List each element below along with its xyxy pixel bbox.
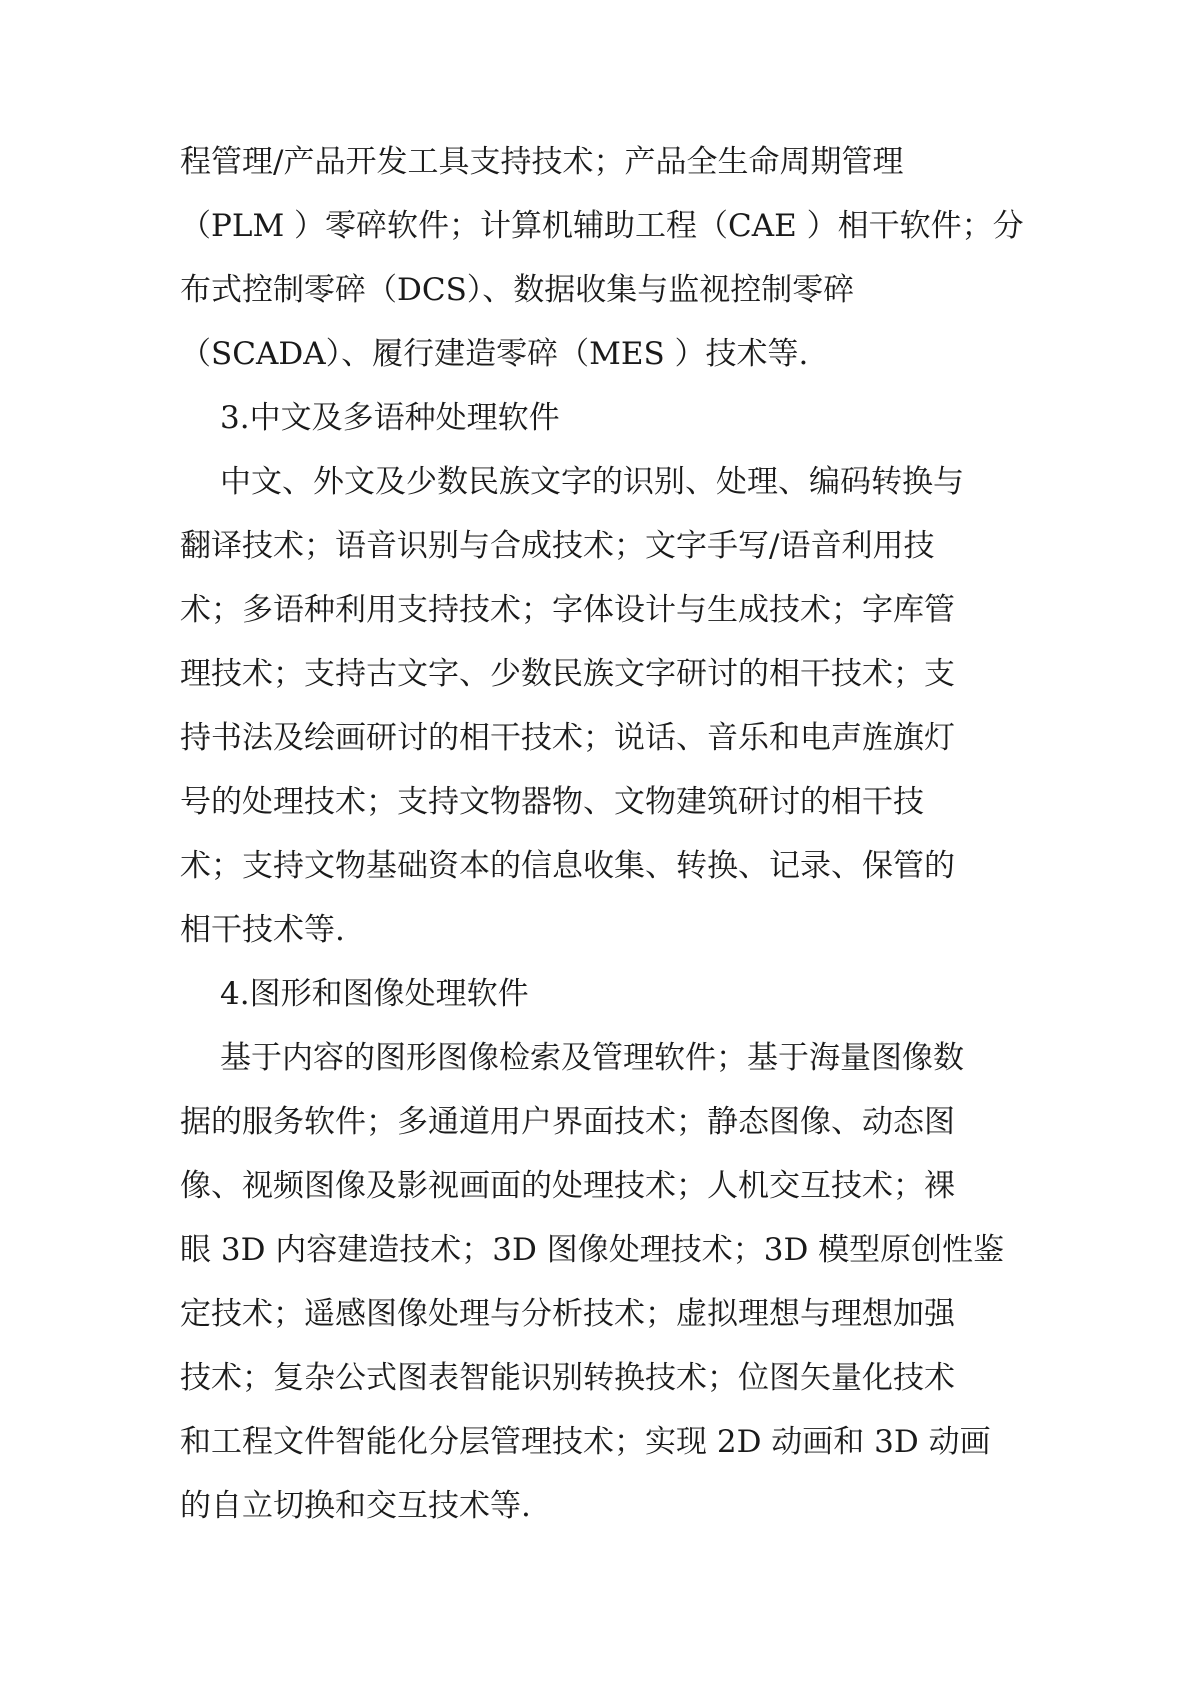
text-line: 持书法及绘画研讨的相干技术；说话、音乐和电声旌旗灯 [180, 720, 955, 756]
paragraph-first-line: 中文、外文及少数民族文字的识别、处理、编码转换与 [220, 464, 964, 500]
text-line: 术；支持文物基础资本的信息收集、转换、记录、保管的 [180, 848, 955, 884]
text-line: 程管理/产品开发工具支持技术；产品全生命周期管理 [180, 144, 904, 180]
text-line: 眼 3D 内容建造技术；3D 图像处理技术；3D 模型原创性鉴 [180, 1232, 1005, 1268]
text-line: 号的处理技术；支持文物器物、文物建筑研讨的相干技 [180, 784, 924, 820]
text-line: 像、视频图像及影视画面的处理技术；人机交互技术；裸 [180, 1168, 955, 1204]
text-line: 技术；复杂公式图表智能识别转换技术；位图矢量化技术 [180, 1360, 955, 1396]
section-heading-4: 4.图形和图像处理软件 [220, 976, 529, 1012]
text-line: （PLM ）零碎软件；计算机辅助工程（CAE ）相干软件；分 [180, 208, 1024, 244]
text-line: 和工程文件智能化分层管理技术；实现 2D 动画和 3D 动画 [180, 1424, 991, 1460]
text-line: 术；多语种利用支持技术；字体设计与生成技术；字库管 [180, 592, 955, 628]
section-heading-3: 3.中文及多语种处理软件 [220, 400, 560, 436]
text-line: 翻译技术；语音识别与合成技术；文字手写/语音利用技 [180, 528, 935, 564]
text-line: 据的服务软件；多通道用户界面技术；静态图像、动态图 [180, 1104, 955, 1140]
paragraph-first-line: 基于内容的图形图像检索及管理软件；基于海量图像数 [220, 1040, 964, 1076]
text-line: （SCADA）、履行建造零碎（MES ）技术等. [180, 336, 809, 372]
text-line: 理技术；支持古文字、少数民族文字研讨的相干技术；支 [180, 656, 955, 692]
body-text [180, 130, 1040, 1538]
text-line: 的自立切换和交互技术等. [180, 1488, 531, 1524]
text-line: 布式控制零碎（DCS）、数据收集与监视控制零碎 [180, 272, 855, 308]
text-line: 相干技术等. [180, 912, 345, 948]
text-line: 定技术；遥感图像处理与分析技术；虚拟理想与理想加强 [180, 1296, 955, 1332]
